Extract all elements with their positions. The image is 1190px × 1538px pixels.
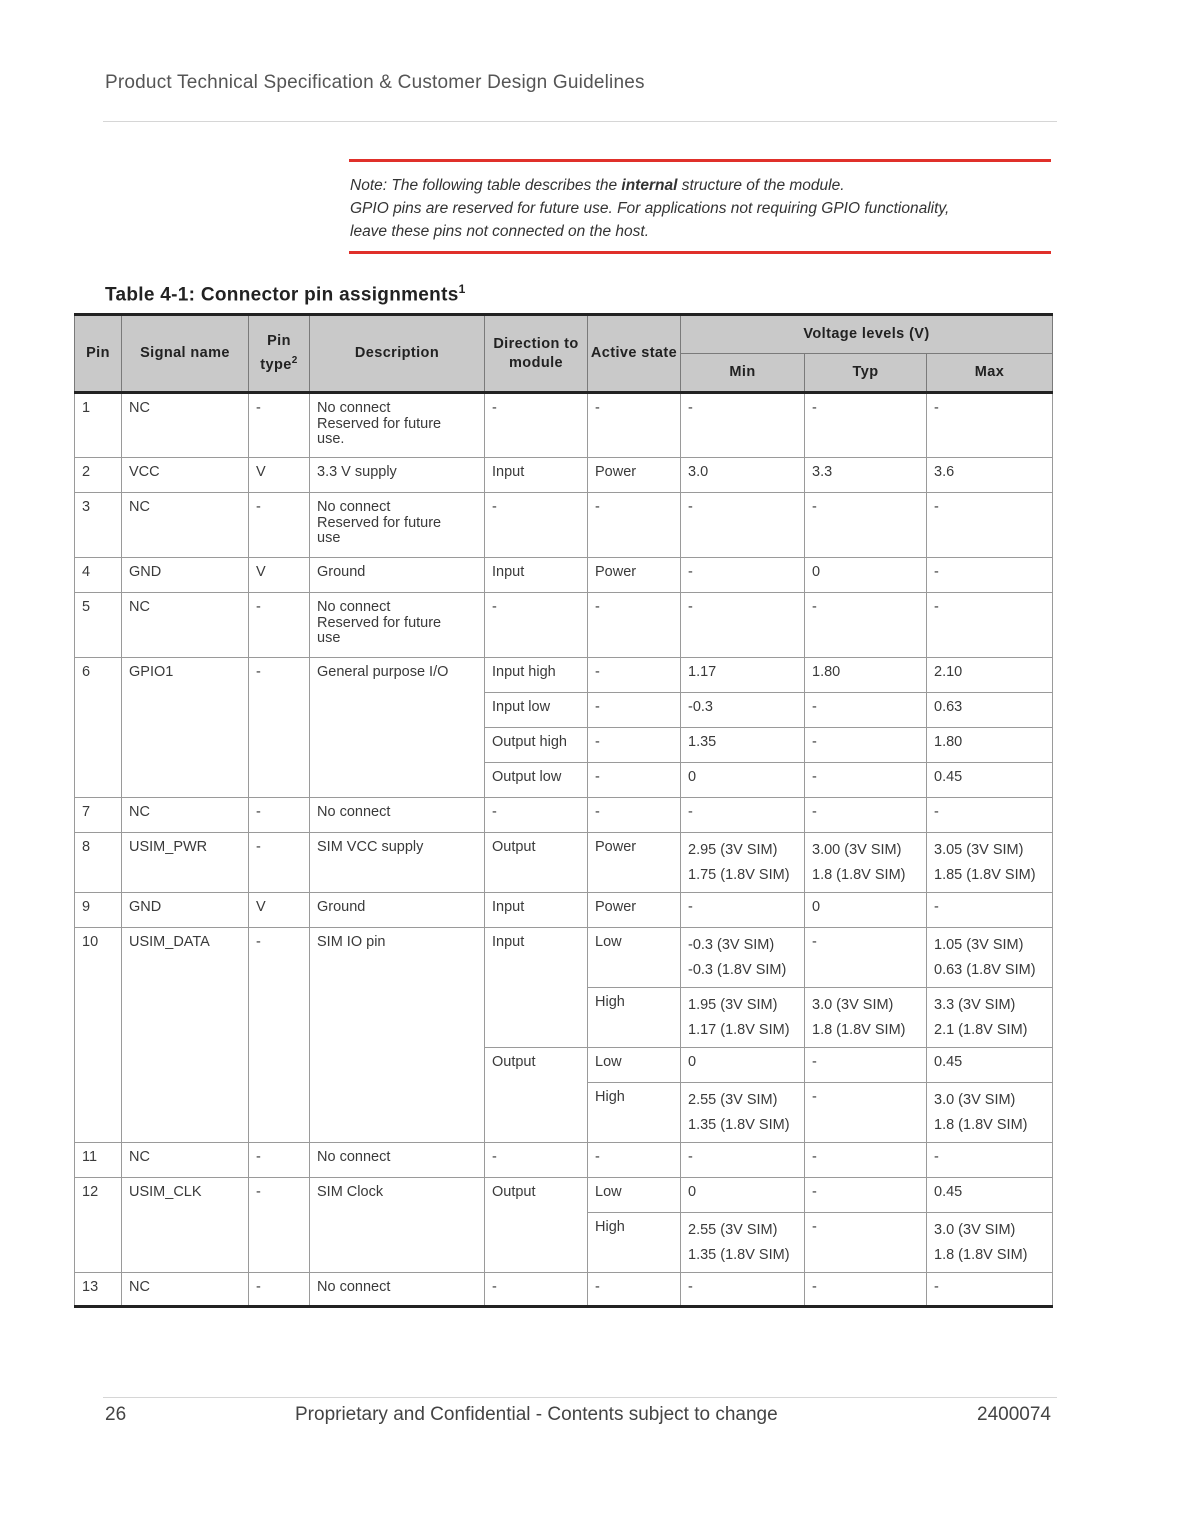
max-cell: - <box>927 1273 1053 1307</box>
typ-cell: 1.80 <box>805 658 927 693</box>
max-cell <box>927 928 1053 988</box>
min-cell <box>681 1213 805 1273</box>
header-description: Description <box>310 315 485 393</box>
direction-cell: Output high <box>485 728 588 763</box>
pin-type-cell: - <box>249 593 310 658</box>
description-cell <box>310 593 485 658</box>
min-cell <box>681 833 805 893</box>
max-cell: 0.45 <box>927 763 1053 798</box>
typ-cell-line: - <box>812 934 817 950</box>
pin-cell: 8 <box>75 833 122 893</box>
description-cell-line: No connect <box>317 1279 391 1295</box>
direction-cell: Input <box>485 928 588 1048</box>
max-cell <box>927 988 1053 1048</box>
pin-cell: 12 <box>75 1178 122 1273</box>
header-divider <box>103 121 1057 122</box>
footer-document-number: 2400074 <box>977 1404 1051 1425</box>
table-row <box>75 893 1053 928</box>
signal-cell: GND <box>122 558 249 593</box>
active-state-cell: - <box>588 693 681 728</box>
min-cell-line: 1.17 (1.8V SIM) <box>688 1022 790 1038</box>
active-state-cell: High <box>588 1213 681 1273</box>
max-cell: - <box>927 593 1053 658</box>
typ-cell: - <box>805 493 927 558</box>
typ-cell: - <box>805 593 927 658</box>
min-cell-line: 1.75 (1.8V SIM) <box>688 867 790 883</box>
typ-cell-line: 1.8 (1.8V SIM) <box>812 1022 906 1038</box>
footer-page-number: 26 <box>105 1404 127 1425</box>
connector-pin-table <box>74 313 1053 1308</box>
max-cell-line: 1.8 (1.8V SIM) <box>934 1117 1028 1133</box>
min-cell: - <box>681 393 805 458</box>
direction-cell: - <box>485 1143 588 1178</box>
typ-cell: - <box>805 763 927 798</box>
signal-cell: GPIO1 <box>122 658 249 798</box>
pin-type-cell: V <box>249 558 310 593</box>
typ-cell-line: - <box>812 1184 817 1200</box>
table-row <box>75 493 1053 558</box>
active-state-cell: High <box>588 988 681 1048</box>
description-cell <box>310 833 485 893</box>
pin-type-cell: - <box>249 1273 310 1307</box>
max-cell-line: 0.63 (1.8V SIM) <box>934 962 1036 978</box>
pin-cell: 10 <box>75 928 122 1143</box>
description-cell-line: SIM IO pin <box>317 934 386 950</box>
note-line-1: Note: The following table describes the internal structure of the module. <box>350 177 845 194</box>
pin-cell: 11 <box>75 1143 122 1178</box>
max-cell <box>927 1213 1053 1273</box>
min-cell-line: 2.55 (3V SIM) <box>688 1092 778 1108</box>
table-row <box>75 928 1053 988</box>
min-cell-line: 1.95 (3V SIM) <box>688 997 778 1013</box>
typ-cell: 3.3 <box>805 458 927 493</box>
typ-cell-line: 1.8 (1.8V SIM) <box>812 867 906 883</box>
max-cell <box>927 1048 1053 1083</box>
max-cell: - <box>927 1143 1053 1178</box>
direction-cell: Input high <box>485 658 588 693</box>
active-state-cell: Low <box>588 1178 681 1213</box>
header-pin-type: Pin type$^2$ <box>249 315 310 393</box>
typ-cell: 0 <box>805 558 927 593</box>
direction-cell: Output <box>485 833 588 893</box>
active-state-cell: Power <box>588 558 681 593</box>
footer-confidential-notice: Proprietary and Confidential - Contents subject to change <box>295 1404 778 1425</box>
max-cell: - <box>927 493 1053 558</box>
signal-cell: NC <box>122 1143 249 1178</box>
description-cell <box>310 493 485 558</box>
direction-cell: - <box>485 1273 588 1307</box>
pin-type-cell: - <box>249 658 310 798</box>
min-cell-line: 0 <box>688 1184 697 1200</box>
direction-cell: Input <box>485 458 588 493</box>
max-cell: - <box>927 893 1053 928</box>
description-cell-line: No connect <box>317 1149 391 1165</box>
description-cell-line: use <box>317 530 341 546</box>
min-cell-line: 0 <box>688 1054 697 1070</box>
typ-cell: - <box>805 798 927 833</box>
signal-cell: NC <box>122 593 249 658</box>
description-cell <box>310 1143 485 1178</box>
min-cell-line: 1.35 (1.8V SIM) <box>688 1117 790 1133</box>
max-cell-line: 1.8 (1.8V SIM) <box>934 1247 1028 1263</box>
direction-cell: Input <box>485 893 588 928</box>
description-cell-line: Reserved for future <box>317 415 442 432</box>
typ-cell: - <box>805 1273 927 1307</box>
typ-cell <box>805 1213 927 1273</box>
min-cell: - <box>681 1273 805 1307</box>
typ-cell: - <box>805 728 927 763</box>
min-cell-line: -0.3 (1.8V SIM) <box>688 962 787 978</box>
pin-type-cell: - <box>249 1143 310 1178</box>
pin-cell: 5 <box>75 593 122 658</box>
description-cell <box>310 893 485 928</box>
active-state-cell: Low <box>588 928 681 988</box>
typ-cell <box>805 833 927 893</box>
description-cell <box>310 458 485 493</box>
header-active-state: Active state <box>588 315 681 393</box>
min-cell <box>681 1178 805 1213</box>
typ-cell: - <box>805 1143 927 1178</box>
min-cell <box>681 1083 805 1143</box>
description-cell-line: Ground <box>317 564 366 580</box>
pin-cell: 3 <box>75 493 122 558</box>
max-cell: - <box>927 393 1053 458</box>
pin-type-cell: - <box>249 393 310 458</box>
table-row <box>75 833 1053 893</box>
typ-cell <box>805 1048 927 1083</box>
max-cell-line: 2.1 (1.8V SIM) <box>934 1022 1028 1038</box>
max-cell-line: 0.45 <box>934 1054 963 1070</box>
min-cell: - <box>681 798 805 833</box>
description-cell <box>310 558 485 593</box>
table-row <box>75 593 1053 658</box>
direction-cell: Input low <box>485 693 588 728</box>
table-row <box>75 1273 1053 1307</box>
description-cell <box>310 393 485 458</box>
pin-type-cell: V <box>249 893 310 928</box>
table-title: Table 4-1: Connector pin assignments$^1$ <box>105 282 466 306</box>
signal-cell: NC <box>122 493 249 558</box>
min-cell: -0.3 <box>681 693 805 728</box>
typ-cell: - <box>805 393 927 458</box>
typ-cell <box>805 928 927 988</box>
direction-cell: - <box>485 798 588 833</box>
header-direction: Direction to module <box>485 315 588 393</box>
description-cell-line: SIM VCC supply <box>317 839 424 855</box>
table-row <box>75 798 1053 833</box>
typ-cell-line: - <box>812 1054 817 1070</box>
min-cell-line: 2.55 (3V SIM) <box>688 1222 778 1238</box>
description-cell-line: No connect <box>317 804 391 820</box>
pin-cell: 1 <box>75 393 122 458</box>
description-cell-line: use <box>317 630 341 646</box>
description-cell <box>310 798 485 833</box>
active-state-cell: - <box>588 763 681 798</box>
direction-cell: Output low <box>485 763 588 798</box>
footer-divider <box>103 1397 1057 1398</box>
typ-cell-line: 3.00 (3V SIM) <box>812 842 902 858</box>
min-cell: - <box>681 493 805 558</box>
pin-type-cell: V <box>249 458 310 493</box>
min-cell: - <box>681 893 805 928</box>
description-cell-line: No connect <box>317 499 391 515</box>
table-body <box>75 393 1053 1307</box>
max-cell-line: 3.3 (3V SIM) <box>934 997 1016 1013</box>
direction-cell: - <box>485 493 588 558</box>
direction-cell: - <box>485 393 588 458</box>
typ-cell-line: - <box>812 1089 817 1105</box>
max-cell: 1.80 <box>927 728 1053 763</box>
table-row <box>75 458 1053 493</box>
active-state-cell: - <box>588 1143 681 1178</box>
min-cell: 3.0 <box>681 458 805 493</box>
active-state-cell: - <box>588 1273 681 1307</box>
table-row <box>75 1178 1053 1213</box>
signal-cell: VCC <box>122 458 249 493</box>
active-state-cell: - <box>588 493 681 558</box>
min-cell <box>681 928 805 988</box>
description-cell-line: No connect <box>317 599 391 615</box>
max-cell: 0.63 <box>927 693 1053 728</box>
table-row <box>75 393 1053 458</box>
description-cell <box>310 928 485 1143</box>
direction-cell: Input <box>485 558 588 593</box>
pin-type-cell: - <box>249 493 310 558</box>
min-cell: - <box>681 1143 805 1178</box>
typ-cell-line: - <box>812 1219 817 1235</box>
typ-cell: 0 <box>805 893 927 928</box>
description-cell-line: Ground <box>317 899 366 915</box>
max-cell-line: 3.05 (3V SIM) <box>934 842 1024 858</box>
note-line-3: leave these pins not connected on the host. <box>350 223 650 240</box>
pin-cell: 9 <box>75 893 122 928</box>
active-state-cell: High <box>588 1083 681 1143</box>
description-cell-line: use. <box>317 431 345 447</box>
min-cell: - <box>681 593 805 658</box>
note-line-2: GPIO pins are reserved for future use. For applications not requiring GPIO functionality, <box>350 200 950 217</box>
description-cell-line: Reserved for future <box>317 614 442 631</box>
active-state-cell: - <box>588 658 681 693</box>
active-state-cell: - <box>588 798 681 833</box>
max-cell-line: 3.0 (3V SIM) <box>934 1092 1016 1108</box>
max-cell-line: 1.05 (3V SIM) <box>934 937 1024 953</box>
pin-type-cell: - <box>249 1178 310 1273</box>
note-box <box>349 159 1051 254</box>
typ-cell <box>805 988 927 1048</box>
min-cell <box>681 988 805 1048</box>
max-cell-line: 1.85 (1.8V SIM) <box>934 867 1036 883</box>
direction-cell: - <box>485 593 588 658</box>
pin-type-cell: - <box>249 928 310 1143</box>
description-cell <box>310 1273 485 1307</box>
active-state-cell: Power <box>588 833 681 893</box>
min-cell: 1.35 <box>681 728 805 763</box>
min-cell: 0 <box>681 763 805 798</box>
table-row <box>75 1143 1053 1178</box>
signal-cell: NC <box>122 1273 249 1307</box>
typ-cell-line: 3.0 (3V SIM) <box>812 997 894 1013</box>
signal-cell: USIM_CLK <box>122 1178 249 1273</box>
max-cell: - <box>927 558 1053 593</box>
max-cell-line: 0.45 <box>934 1184 963 1200</box>
max-cell: 2.10 <box>927 658 1053 693</box>
header-voltage-levels: Voltage levels (V) <box>681 315 1053 354</box>
active-state-cell: - <box>588 393 681 458</box>
active-state-cell: Power <box>588 893 681 928</box>
page-header-title: Product Technical Specification & Customer Design Guidelines <box>105 72 645 93</box>
direction-cell: Output <box>485 1178 588 1273</box>
pin-cell: 6 <box>75 658 122 798</box>
header-signal-name: Signal name <box>122 315 249 393</box>
signal-cell: USIM_DATA <box>122 928 249 1143</box>
pin-cell: 7 <box>75 798 122 833</box>
description-cell-line: No connect <box>317 400 391 416</box>
description-cell-line: SIM Clock <box>317 1184 384 1200</box>
description-cell-line: General purpose I/O <box>317 664 449 680</box>
max-cell: - <box>927 798 1053 833</box>
min-cell-line: 2.95 (3V SIM) <box>688 842 778 858</box>
signal-cell: USIM_PWR <box>122 833 249 893</box>
typ-cell <box>805 1083 927 1143</box>
pin-cell: 13 <box>75 1273 122 1307</box>
active-state-cell: Low <box>588 1048 681 1083</box>
active-state-cell: Power <box>588 458 681 493</box>
max-cell: 3.6 <box>927 458 1053 493</box>
max-cell <box>927 1178 1053 1213</box>
min-cell: 1.17 <box>681 658 805 693</box>
table-row <box>75 658 1053 693</box>
signal-cell: NC <box>122 393 249 458</box>
min-cell <box>681 1048 805 1083</box>
pin-type-cell: - <box>249 798 310 833</box>
max-cell <box>927 833 1053 893</box>
min-cell-line: -0.3 (3V SIM) <box>688 937 775 953</box>
description-cell <box>310 1178 485 1273</box>
min-cell: - <box>681 558 805 593</box>
description-cell <box>310 658 485 798</box>
signal-cell: NC <box>122 798 249 833</box>
signal-cell: GND <box>122 893 249 928</box>
active-state-cell: - <box>588 728 681 763</box>
description-cell-line: 3.3 V supply <box>317 464 397 480</box>
header-min: Min <box>681 354 805 393</box>
direction-cell: Output <box>485 1048 588 1143</box>
table-row <box>75 558 1053 593</box>
typ-cell <box>805 1178 927 1213</box>
active-state-cell: - <box>588 593 681 658</box>
pin-cell: 2 <box>75 458 122 493</box>
typ-cell: - <box>805 693 927 728</box>
max-cell-line: 3.0 (3V SIM) <box>934 1222 1016 1238</box>
max-cell <box>927 1083 1053 1143</box>
min-cell-line: 1.35 (1.8V SIM) <box>688 1247 790 1263</box>
pin-type-cell: - <box>249 833 310 893</box>
header-max: Max <box>927 354 1053 393</box>
pin-cell: 4 <box>75 558 122 593</box>
header-typ: Typ <box>805 354 927 393</box>
header-pin: Pin <box>75 315 122 393</box>
description-cell-line: Reserved for future <box>317 514 442 531</box>
